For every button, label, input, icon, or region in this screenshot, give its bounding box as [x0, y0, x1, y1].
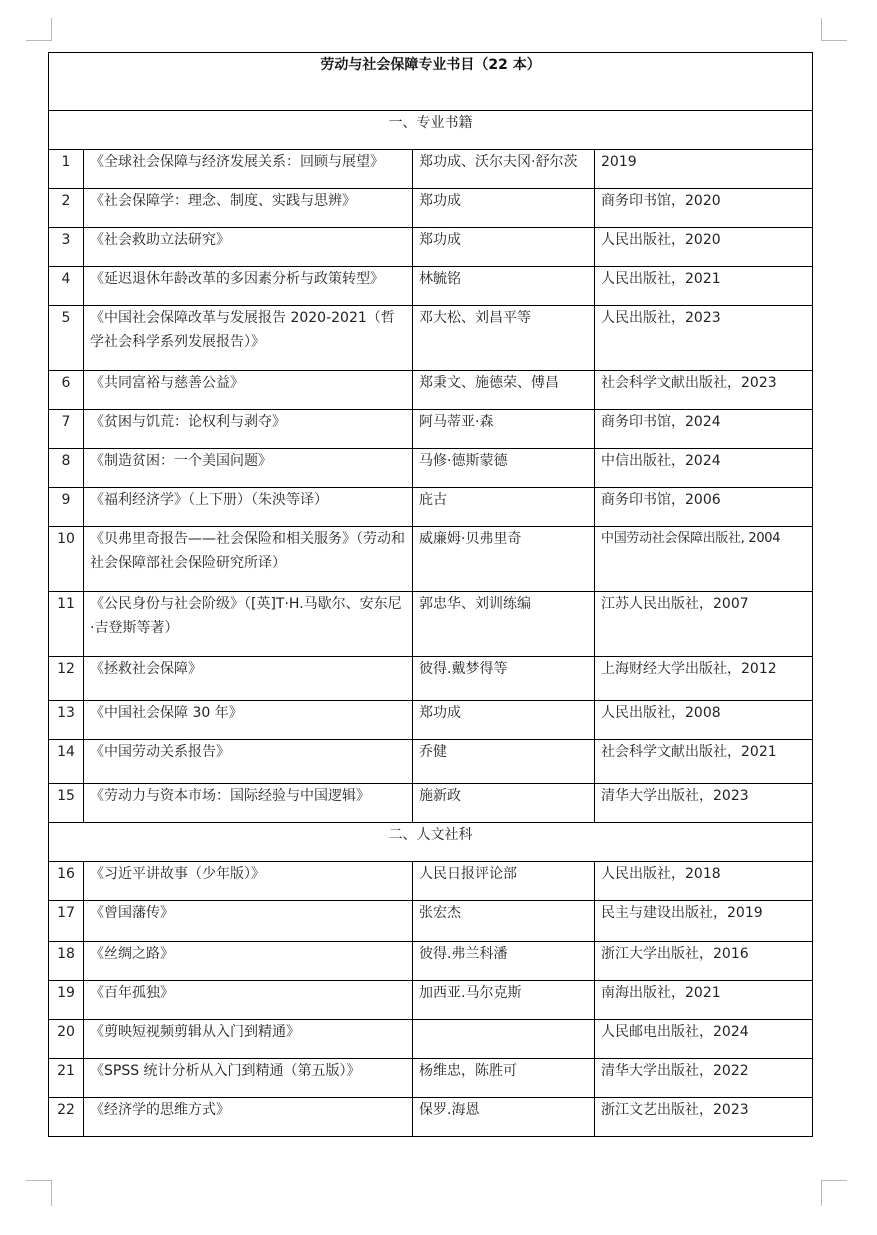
table-row: [49, 527, 813, 592]
book-publisher: 浙江大学出版社，2016: [595, 942, 813, 981]
row-number: 12: [49, 657, 84, 701]
book-publisher: 2019: [595, 150, 813, 189]
row-number: 3: [49, 228, 84, 267]
book-title: 《中国社会保障 30 年》: [84, 701, 413, 740]
table-row: [49, 701, 813, 740]
book-title: 《公民身份与社会阶级》（[英]T·H.马歇尔、安东尼·吉登斯等著）: [84, 592, 413, 657]
book-author: 张宏杰: [413, 901, 595, 942]
crop-mark-top-left-h: [26, 40, 52, 41]
book-publisher: 人民出版社，2020: [595, 228, 813, 267]
book-publisher: 南海出版社，2021: [595, 981, 813, 1020]
book-publisher: 清华大学出版社，2023: [595, 784, 813, 823]
table-row: [49, 306, 813, 371]
book-publisher: 中信出版社，2024: [595, 449, 813, 488]
table-row: [49, 189, 813, 228]
book-author: 保罗.海恩: [413, 1098, 595, 1137]
book-publisher: 人民出版社，2008: [595, 701, 813, 740]
table-row: [49, 1098, 813, 1137]
book-title: 《SPSS 统计分析从入门到精通（第五版）》: [84, 1059, 413, 1098]
book-title: 《经济学的思维方式》: [84, 1098, 413, 1137]
book-author: 邓大松、刘昌平等: [413, 306, 595, 371]
book-publisher: 人民邮电出版社，2024: [595, 1020, 813, 1059]
book-author: 郭忠华、刘训练编: [413, 592, 595, 657]
book-title: 《延迟退休年龄改革的多因素分析与政策转型》: [84, 267, 413, 306]
book-author: 威廉姆·贝弗里奇: [413, 527, 595, 592]
book-title: 《中国劳动关系报告》: [84, 740, 413, 784]
row-number: 18: [49, 942, 84, 981]
book-publisher: 中国劳动社会保障出版社, 2004: [595, 527, 813, 592]
book-author: 施新政: [413, 784, 595, 823]
row-number: 15: [49, 784, 84, 823]
book-author: 人民日报评论部: [413, 862, 595, 901]
table-row: [49, 267, 813, 306]
book-publisher: 江苏人民出版社，2007: [595, 592, 813, 657]
table-row: [49, 942, 813, 981]
table-row: [49, 1059, 813, 1098]
book-publisher: 上海财经大学出版社，2012: [595, 657, 813, 701]
row-number: 4: [49, 267, 84, 306]
book-author: 郑功成: [413, 189, 595, 228]
book-title: 《习近平讲故事（少年版）》: [84, 862, 413, 901]
row-number: 6: [49, 371, 84, 410]
table-row: [49, 862, 813, 901]
book-title: 《拯救社会保障》: [84, 657, 413, 701]
book-author: 郑功成: [413, 228, 595, 267]
book-author: 加西亚.马尔克斯: [413, 981, 595, 1020]
book-publisher: 商务印书馆，2006: [595, 488, 813, 527]
table-row: [49, 150, 813, 189]
book-publisher: 人民出版社，2023: [595, 306, 813, 371]
book-list-table: [48, 52, 813, 1137]
book-author: 阿马蒂亚·森: [413, 410, 595, 449]
table-row: [49, 657, 813, 701]
section-heading: 一、专业书籍: [49, 111, 813, 150]
row-number: 7: [49, 410, 84, 449]
book-title: 《制造贫困：一个美国问题》: [84, 449, 413, 488]
crop-mark-bottom-right-v: [821, 1180, 822, 1206]
book-author: [413, 1020, 595, 1059]
book-publisher: 社会科学文献出版社，2023: [595, 371, 813, 410]
book-author: 庇古: [413, 488, 595, 527]
crop-mark-top-right-h: [821, 40, 847, 41]
book-author: 彼得.戴梦得等: [413, 657, 595, 701]
crop-mark-bottom-left-h: [26, 1180, 52, 1181]
crop-mark-bottom-right-h: [821, 1180, 847, 1181]
row-number: 1: [49, 150, 84, 189]
row-number: 5: [49, 306, 84, 371]
crop-mark-bottom-left-v: [51, 1180, 52, 1206]
table-row: [49, 228, 813, 267]
table-row: [49, 449, 813, 488]
row-number: 2: [49, 189, 84, 228]
row-number: 21: [49, 1059, 84, 1098]
book-author: 马修·德斯蒙德: [413, 449, 595, 488]
row-number: 13: [49, 701, 84, 740]
book-publisher: 社会科学文献出版社，2021: [595, 740, 813, 784]
row-number: 11: [49, 592, 84, 657]
section-heading: 二、人文社科: [49, 823, 813, 862]
book-publisher: 人民出版社，2018: [595, 862, 813, 901]
book-title: 《社会救助立法研究》: [84, 228, 413, 267]
table-row: [49, 592, 813, 657]
table-row: [49, 488, 813, 527]
book-title: 《贝弗里奇报告——社会保险和相关服务》（劳动和社会保障部社会保险研究所译）: [84, 527, 413, 592]
table-row: [49, 410, 813, 449]
row-number: 20: [49, 1020, 84, 1059]
row-number: 14: [49, 740, 84, 784]
book-title: 《福利经济学》（上下册）（朱泱等译）: [84, 488, 413, 527]
book-publisher: 民主与建设出版社，2019: [595, 901, 813, 942]
book-publisher: 商务印书馆，2024: [595, 410, 813, 449]
book-author: 彼得.弗兰科潘: [413, 942, 595, 981]
row-number: 10: [49, 527, 84, 592]
book-publisher: 人民出版社，2021: [595, 267, 813, 306]
book-title: 《贫困与饥荒：论权利与剥夺》: [84, 410, 413, 449]
book-author: 郑秉文、施德荣、傅昌: [413, 371, 595, 410]
table-row: [49, 371, 813, 410]
row-number: 19: [49, 981, 84, 1020]
book-title: 《社会保障学：理念、制度、实践与思辨》: [84, 189, 413, 228]
table-row: [49, 784, 813, 823]
table-row: [49, 901, 813, 942]
row-number: 17: [49, 901, 84, 942]
crop-mark-top-left-v: [51, 18, 52, 41]
section-header-row: [49, 823, 813, 862]
row-number: 16: [49, 862, 84, 901]
document-title: 劳动与社会保障专业书目（22 本）: [49, 53, 813, 111]
book-publisher: 浙江文艺出版社，2023: [595, 1098, 813, 1137]
book-title: 《全球社会保障与经济发展关系：回顾与展望》: [84, 150, 413, 189]
book-publisher: 清华大学出版社，2022: [595, 1059, 813, 1098]
section-header-row: [49, 111, 813, 150]
crop-mark-top-right-v: [821, 18, 822, 41]
book-title: 《丝绸之路》: [84, 942, 413, 981]
book-author: 杨维忠，陈胜可: [413, 1059, 595, 1098]
book-author: 乔健: [413, 740, 595, 784]
book-title: 《曾国藩传》: [84, 901, 413, 942]
book-author: 郑功成: [413, 701, 595, 740]
book-title: 《共同富裕与慈善公益》: [84, 371, 413, 410]
row-number: 22: [49, 1098, 84, 1137]
book-title: 《劳动力与资本市场：国际经验与中国逻辑》: [84, 784, 413, 823]
table-row: [49, 981, 813, 1020]
book-author: 郑功成、沃尔夫冈·舒尔茨: [413, 150, 595, 189]
table-row: [49, 1020, 813, 1059]
book-title: 《剪映短视频剪辑从入门到精通》: [84, 1020, 413, 1059]
book-publisher: 商务印书馆，2020: [595, 189, 813, 228]
table-row: [49, 740, 813, 784]
book-author: 林毓铭: [413, 267, 595, 306]
row-number: 8: [49, 449, 84, 488]
book-title: 《中国社会保障改革与发展报告 2020-2021（哲学社会科学系列发展报告）》: [84, 306, 413, 371]
row-number: 9: [49, 488, 84, 527]
book-title: 《百年孤独》: [84, 981, 413, 1020]
title-row: [49, 53, 813, 111]
